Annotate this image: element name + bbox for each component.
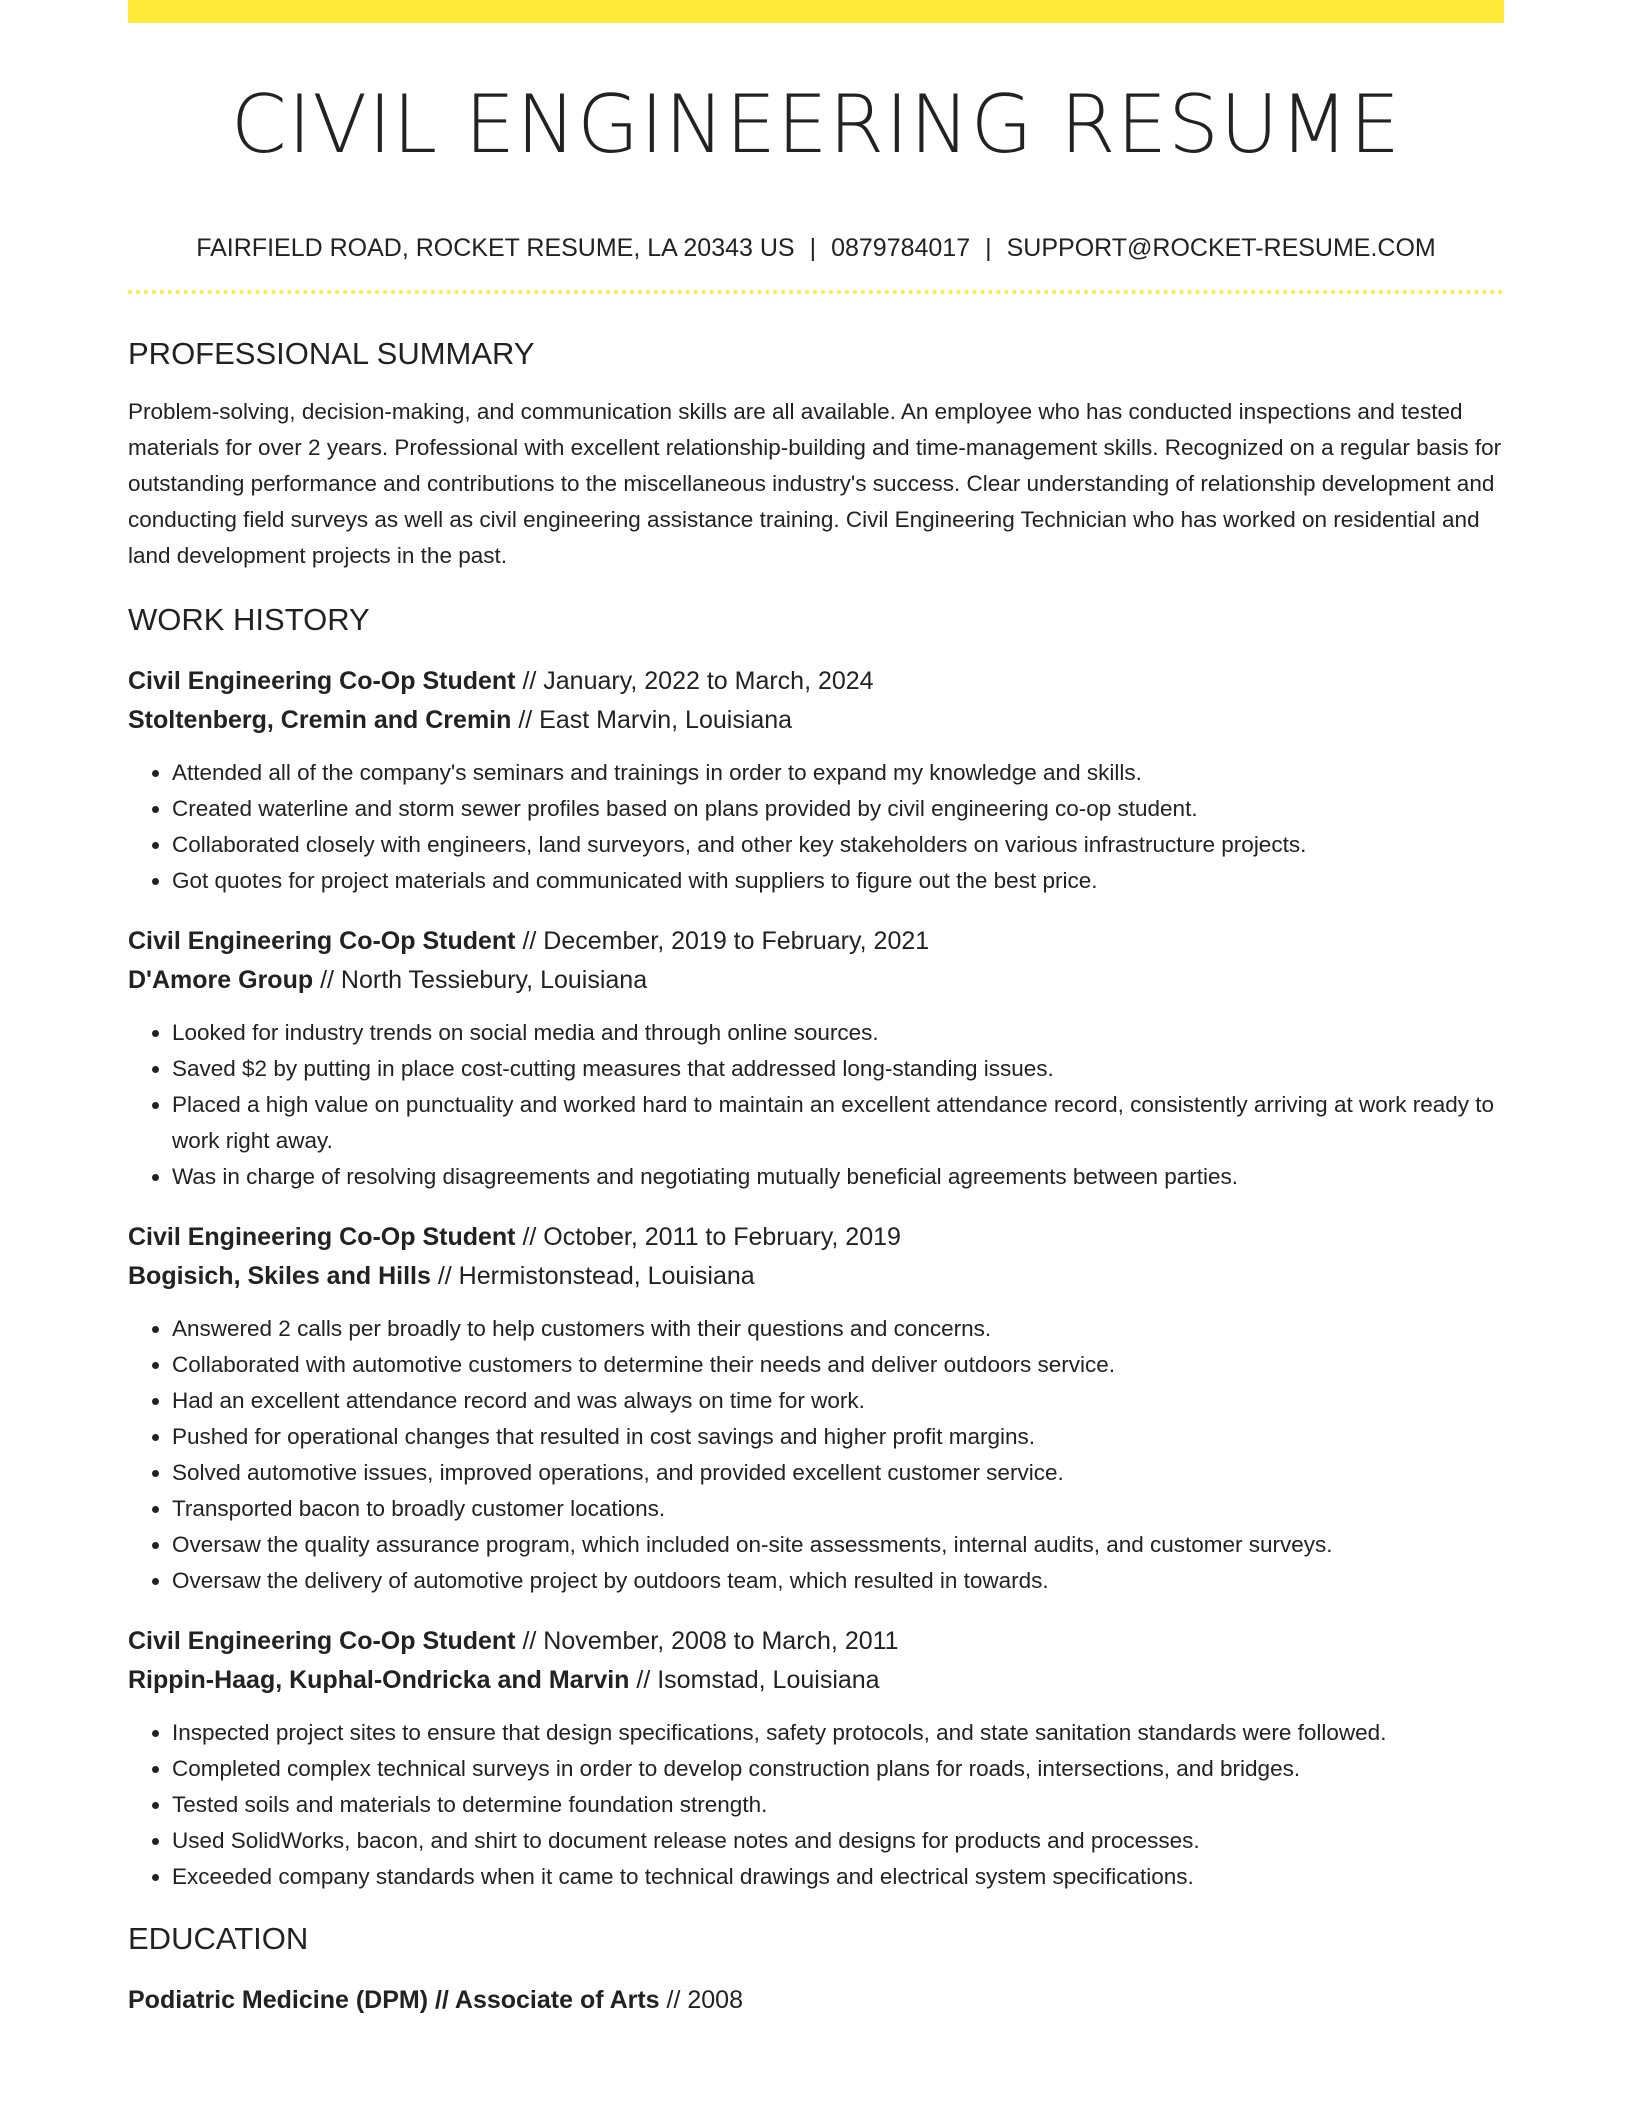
job-bullet: • Answered 2 calls per broadly to help customers with their questions and concerns. <box>172 1311 1504 1347</box>
job-bullet: • Tested soils and materials to determine foundation strength. <box>172 1787 1504 1823</box>
job-company: Bogisich, Skiles and Hills <box>128 1262 431 1290</box>
job-company-line <box>128 1661 1504 1700</box>
job-company: Rippin-Haag, Kuphal-Ondricka and Marvin <box>128 1666 630 1694</box>
job-title-line <box>128 1622 1504 1661</box>
job-company-line <box>128 961 1504 1000</box>
job-title: Civil Engineering Co-Op Student <box>128 1223 516 1251</box>
job-bullet: • Attended all of the company's seminars and trainings in order to expand my knowledge and skills. <box>172 755 1504 791</box>
job-bullet: • Collaborated with automotive customers to determine their needs and deliver outdoors service. <box>172 1347 1504 1383</box>
summary-text: Problem-solving, decision-making, and communication skills are all available. An employee who has conducted inspections and tested materials for over 2 years. Professional with excellent relationship-building and time-management skills. Recognized on a regular basis for outstanding performance and contributions to the miscellaneous industry's success. Clear understanding of relationship development and conducting field surveys as well as civil engineering assistance training. Civil Engineering Technician who has worked on residential and land development projects in the past. <box>128 399 1502 568</box>
job-entry <box>128 662 1504 899</box>
job-company-line <box>128 1257 1504 1296</box>
job-title-line <box>128 922 1504 961</box>
job-title-line <box>128 662 1504 701</box>
contact-separator: | <box>985 234 992 262</box>
job-bullet: • Pushed for operational changes that resulted in cost savings and higher profit margins. <box>172 1419 1504 1455</box>
education-heading: EDUCATION <box>128 1921 309 1956</box>
job-company: Stoltenberg, Cremin and Cremin <box>128 706 512 734</box>
job-location: // East Marvin, Louisiana <box>511 706 793 734</box>
job-bullet-list <box>128 755 1504 899</box>
job-bullet: • Exceeded company standards when it came to technical drawings and electrical system specifications. <box>172 1859 1504 1895</box>
work-history-list <box>128 662 1504 1895</box>
job-bullet-list <box>128 1311 1504 1599</box>
summary-heading: PROFESSIONAL SUMMARY <box>128 336 535 371</box>
contact-address: FAIRFIELD ROAD, ROCKET RESUME, LA 20343 US <box>196 234 795 262</box>
job-bullet: • Used SolidWorks, bacon, and shirt to document release notes and designs for products and processes. <box>172 1823 1504 1859</box>
job-bullet: • Collaborated closely with engineers, land surveyors, and other key stakeholders on various infrastructure projects. <box>172 827 1504 863</box>
education-entry <box>128 1981 1504 2020</box>
job-dates: // October, 2011 to February, 2019 <box>515 1223 901 1251</box>
job-location: // Hermistonstead, Louisiana <box>430 1262 755 1290</box>
contact-line <box>128 233 1504 263</box>
job-bullet: • Oversaw the quality assurance program, which included on-site assessments, internal audits, and customer surveys. <box>172 1527 1504 1563</box>
job-bullet: • Transported bacon to broadly customer locations. <box>172 1491 1504 1527</box>
education-year: // 2008 <box>659 1986 743 2014</box>
job-bullet: • Saved $2 by putting in place cost-cutting measures that addressed long-standing issues. <box>172 1051 1504 1087</box>
job-dates: // January, 2022 to March, 2024 <box>515 667 874 695</box>
education-degree: Podiatric Medicine (DPM) // Associate of Arts <box>128 1986 660 2014</box>
contact-phone: 0879784017 <box>831 234 971 262</box>
job-title: Civil Engineering Co-Op Student <box>128 1627 516 1655</box>
job-bullet: • Created waterline and storm sewer profiles based on plans provided by civil engineering co-op student. <box>172 791 1504 827</box>
job-bullet: • Was in charge of resolving disagreements and negotiating mutually beneficial agreements between parties. <box>172 1159 1504 1195</box>
job-bullet: • Got quotes for project materials and communicated with suppliers to figure out the best price. <box>172 863 1504 899</box>
job-dates: // November, 2008 to March, 2011 <box>515 1627 899 1655</box>
job-company-line <box>128 701 1504 740</box>
job-location: // North Tessiebury, Louisiana <box>313 966 648 994</box>
job-bullet: • Completed complex technical surveys in order to develop construction plans for roads, intersections, and bridges. <box>172 1751 1504 1787</box>
job-bullet: • Inspected project sites to ensure that design specifications, safety protocols, and state sanitation standards were followed. <box>172 1715 1504 1751</box>
job-entry <box>128 1622 1504 1895</box>
job-bullet-list <box>128 1015 1504 1195</box>
job-bullet: • Placed a high value on punctuality and worked hard to maintain an excellent attendance record, consistently arriving at work ready to work right away. <box>172 1087 1504 1159</box>
job-bullet: • Looked for industry trends on social media and through online sources. <box>172 1015 1504 1051</box>
job-title-line <box>128 1218 1504 1257</box>
top-accent-bar <box>128 0 1504 23</box>
job-entry <box>128 922 1504 1195</box>
job-bullet: • Had an excellent attendance record and was always on time for work. <box>172 1383 1504 1419</box>
job-bullet: • Solved automotive issues, improved operations, and provided excellent customer service. <box>172 1455 1504 1491</box>
resume-title: CIVIL ENGINEERING RESUME <box>230 78 1402 171</box>
job-dates: // December, 2019 to February, 2021 <box>515 927 930 955</box>
job-location: // Isomstad, Louisiana <box>629 1666 880 1694</box>
resume-page <box>128 0 1504 2020</box>
job-bullet-list <box>128 1715 1504 1895</box>
job-company: D'Amore Group <box>128 966 314 994</box>
contact-separator: | <box>809 234 817 262</box>
dotted-divider <box>128 290 1504 294</box>
job-bullet: • Oversaw the delivery of automotive project by outdoors team, which resulted in towards. <box>172 1563 1504 1599</box>
contact-email: SUPPORT@ROCKET-RESUME.COM <box>1006 234 1436 262</box>
job-title: Civil Engineering Co-Op Student <box>128 667 516 695</box>
job-entry <box>128 1218 1504 1599</box>
work-history-heading: WORK HISTORY <box>128 602 370 637</box>
job-title: Civil Engineering Co-Op Student <box>128 927 516 955</box>
